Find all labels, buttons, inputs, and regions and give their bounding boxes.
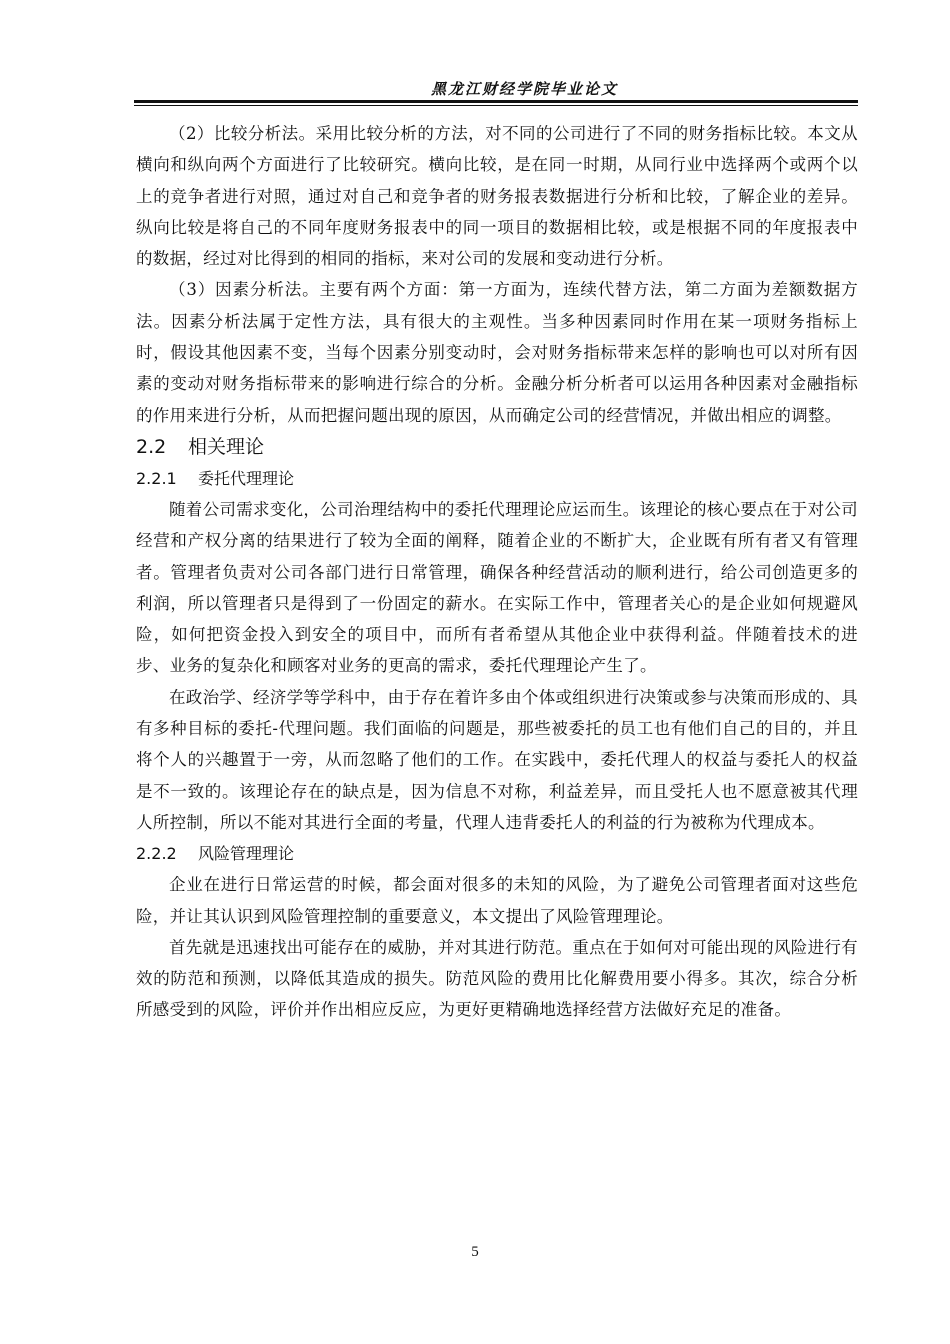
page-number: 5 xyxy=(471,1244,479,1260)
paragraph-agency-1: 随着公司需求变化，公司治理结构中的委托代理理论应运而生。该理论的核心要点在于对公司经营和产权分离的结果进行了较为全面的阐释，随着企业的不断扩大，企业既有所有者又有管理者。管理者负责对公司各部门进行日常管理，确保各种经营活动的顺利进行，给公司创造更多的利润，所以管理者只是得到了一份固定的薪水。在实际工作中，管理者关心的是企业如何规避风险，如何把资金投入到安全的项目中，而所有者希望从其他企业中获得利益。伴随着技术的进步、业务的复杂化和顾客对业务的更高的需求，委托代理理论产生了。 xyxy=(136,499,858,676)
subsection-number: 2.2.2 xyxy=(136,844,177,864)
paragraph-risk-1: 企业在进行日常运营的时候，都会面对很多的未知的风险，为了避免公司管理者面对这些危险，并让其认识到风险管理控制的重要意义，本文提出了风险管理理论。 xyxy=(136,875,858,926)
section-title: 相关理论 xyxy=(188,435,265,458)
section-number: 2.2 xyxy=(136,435,167,458)
subsection-number: 2.2.1 xyxy=(136,468,177,488)
section-heading xyxy=(136,431,858,463)
subsection-title: 风险管理理论 xyxy=(198,844,295,864)
header-rule xyxy=(134,100,858,103)
subsection-heading-risk xyxy=(136,838,858,869)
subsection-heading-agency xyxy=(136,463,858,494)
paragraph-factor-analysis: （3）因素分析法。主要有两个方面：第一方面为，连续代替方法，第二方面为差额数据方法。因素分析法属于定性方法，具有很大的主观性。当多种因素同时作用在某一项财务指标上时，假设其他因素不变，当每个因素分别变动时，会对财务指标带来怎样的影响也可以对所有因素的变动对财务指标带来的影响进行综合的分析。金融分析分析者可以运用各种因素对金融指标的作用来进行分析，从而把握问题出现的原因，从而确定公司的经营情况，并做出相应的调整。 xyxy=(136,280,858,425)
paragraph-risk-2: 首先就是迅速找出可能存在的威胁，并对其进行防范。重点在于如何对可能出现的风险进行有效的防范和预测，以降低其造成的损失。防范风险的费用比化解费用要小得多。其次，综合分析所感受到的风险，评价并作出相应反应，为更好更精确地选择经营方法做好充足的准备。 xyxy=(136,937,858,1020)
paragraph-agency-2: 在政治学、经济学等学科中，由于存在着许多由个体或组织进行决策或参与决策而形成的、具有多种目标的委托-代理问题。我们面临的问题是，那些被委托的员工也有他们自己的目的，并且将个人的兴趣置于一旁，从而忽略了他们的工作。在实践中，委托代理人的权益与委托人的权益是不一致的。该理论存在的缺点是，因为信息不对称，利益差异，而且受托人也不愿意被其代理人所控制，所以不能对其进行全面的考量，代理人违背委托人的利益的行为被称为代理成本。 xyxy=(136,687,858,832)
body-text xyxy=(136,118,858,1026)
paragraph-comparative-analysis: （2）比较分析法。采用比较分析的方法，对不同的公司进行了不同的财务指标比较。本文从横向和纵向两个方面进行了比较研究。横向比较，是在同一时期，从同行业中选择两个或两个以上的竞争者进行对照，通过对自己和竞争者的财务报表数据进行分析和比较，了解企业的差异。纵向比较是将自己的不同年度财务报表中的同一项目的数据相比较，或是根据不同的年度报表中的数据，经过对比得到的相同的指标，来对公司的发展和变动进行分析。 xyxy=(136,124,858,269)
running-header: 黑龙江财经学院毕业论文 xyxy=(430,80,618,98)
subsection-title: 委托代理理论 xyxy=(198,468,295,488)
header-rule-thin xyxy=(134,105,858,106)
